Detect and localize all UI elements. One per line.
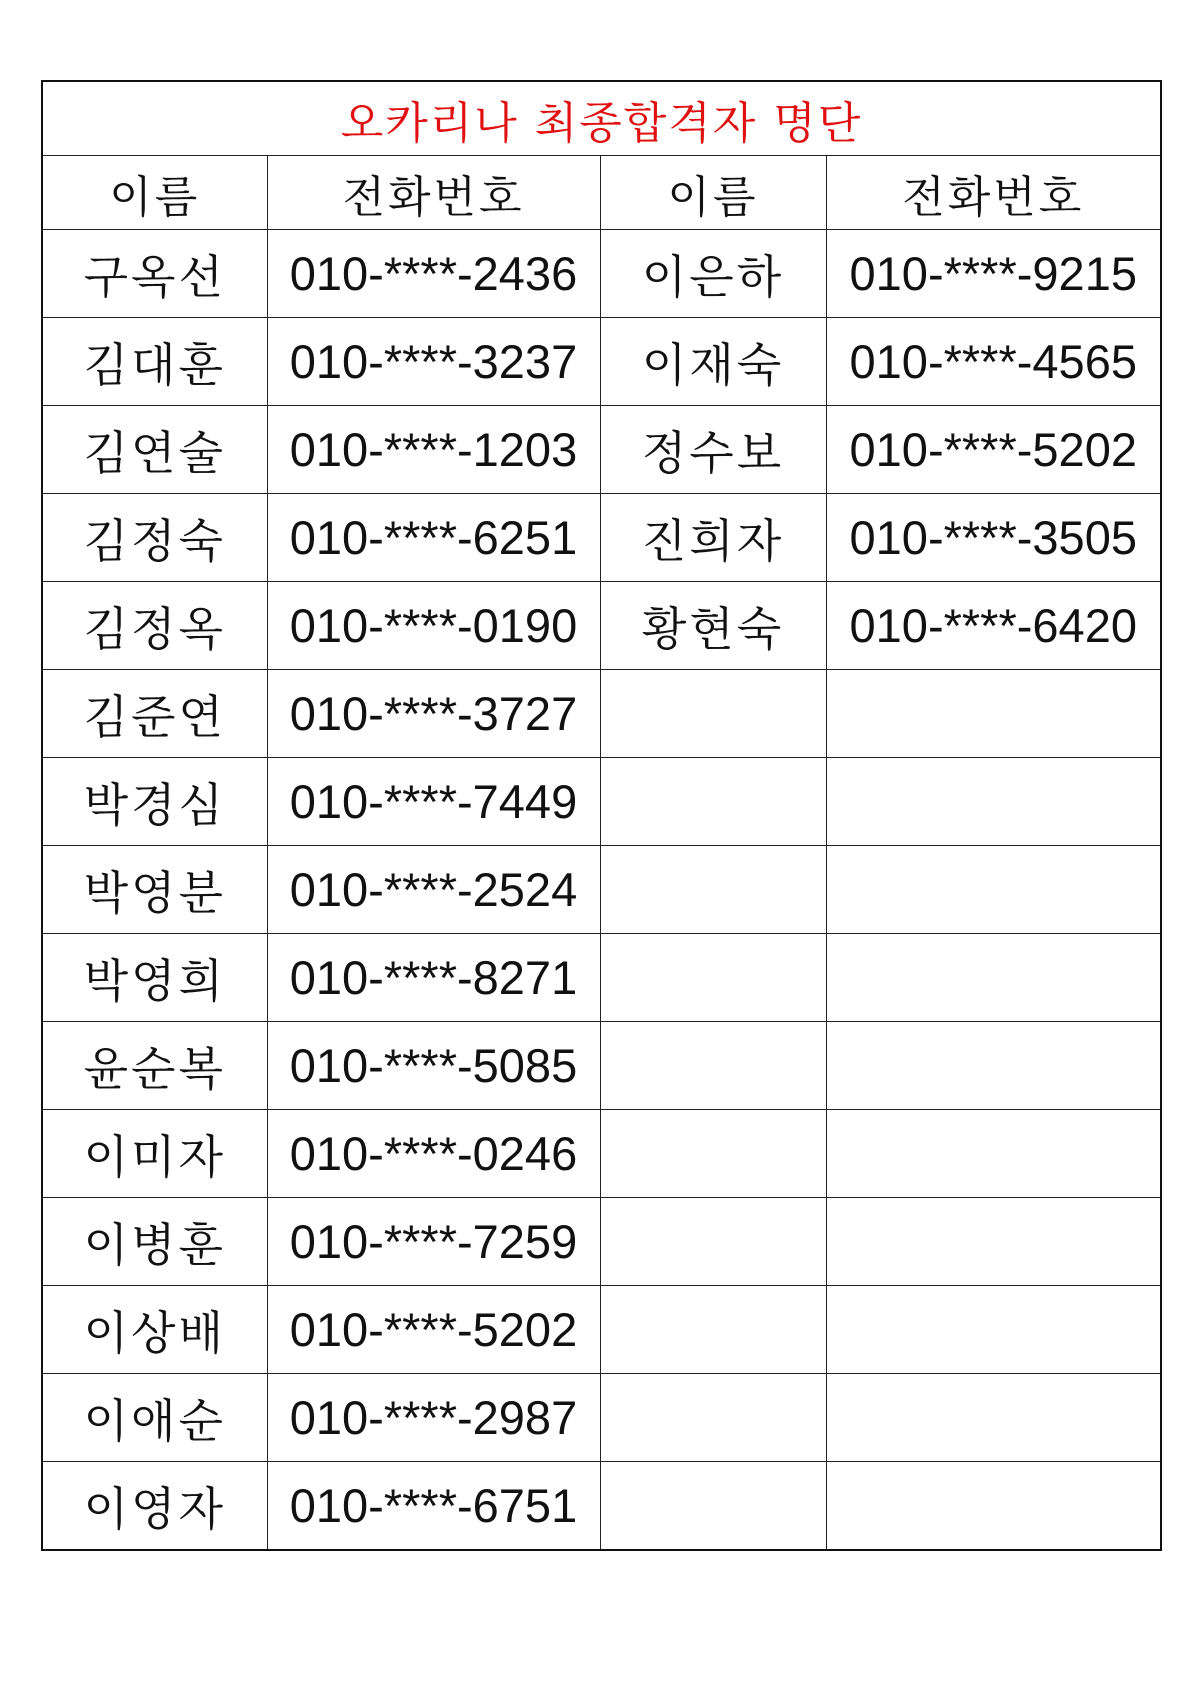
phone-cell-left: 010-****-3727	[267, 670, 600, 758]
phone-cell-left: 010-****-6251	[267, 494, 600, 582]
phone-cell-right	[826, 1286, 1161, 1374]
table-row	[42, 1286, 1161, 1374]
name-cell-left: 박경심	[42, 758, 267, 846]
name-cell-right	[600, 1198, 826, 1286]
phone-cell-left: 010-****-0190	[267, 582, 600, 670]
phone-cell-right	[826, 1374, 1161, 1462]
name-cell-right: 이재숙	[600, 318, 826, 406]
name-cell-left: 이상배	[42, 1286, 267, 1374]
name-cell-left: 구옥선	[42, 230, 267, 318]
phone-cell-left: 010-****-5202	[267, 1286, 600, 1374]
header-name-right: 이름	[600, 156, 826, 230]
table-row	[42, 318, 1161, 406]
phone-cell-left: 010-****-8271	[267, 934, 600, 1022]
phone-cell-right: 010-****-5202	[826, 406, 1161, 494]
name-cell-right: 정수보	[600, 406, 826, 494]
name-cell-left: 김준연	[42, 670, 267, 758]
table-row	[42, 406, 1161, 494]
phone-cell-right: 010-****-6420	[826, 582, 1161, 670]
page-title: 오카리나 최종합격자 명단	[42, 81, 1161, 156]
name-cell-left: 윤순복	[42, 1022, 267, 1110]
name-cell-right	[600, 846, 826, 934]
name-cell-right	[600, 1286, 826, 1374]
name-cell-right	[600, 934, 826, 1022]
phone-cell-left: 010-****-2436	[267, 230, 600, 318]
table-row	[42, 758, 1161, 846]
table-row	[42, 934, 1161, 1022]
name-cell-left: 이병훈	[42, 1198, 267, 1286]
phone-cell-right	[826, 670, 1161, 758]
phone-cell-right: 010-****-9215	[826, 230, 1161, 318]
name-cell-right: 황현숙	[600, 582, 826, 670]
name-cell-left: 김대훈	[42, 318, 267, 406]
phone-cell-right	[826, 758, 1161, 846]
phone-cell-right	[826, 1022, 1161, 1110]
name-cell-left: 이영자	[42, 1462, 267, 1551]
name-cell-right	[600, 758, 826, 846]
name-cell-left: 김정숙	[42, 494, 267, 582]
header-name-left: 이름	[42, 156, 267, 230]
table-row	[42, 1198, 1161, 1286]
phone-cell-right: 010-****-4565	[826, 318, 1161, 406]
name-cell-left: 김연술	[42, 406, 267, 494]
name-cell-left: 박영희	[42, 934, 267, 1022]
phone-cell-left: 010-****-2524	[267, 846, 600, 934]
phone-cell-left: 010-****-7449	[267, 758, 600, 846]
table-row	[42, 494, 1161, 582]
phone-cell-right	[826, 1110, 1161, 1198]
phone-cell-left: 010-****-7259	[267, 1198, 600, 1286]
name-cell-right	[600, 1110, 826, 1198]
name-cell-right	[600, 670, 826, 758]
name-cell-right: 이은하	[600, 230, 826, 318]
phone-cell-left: 010-****-0246	[267, 1110, 600, 1198]
header-phone-left: 전화번호	[267, 156, 600, 230]
phone-cell-left: 010-****-5085	[267, 1022, 600, 1110]
phone-cell-left: 010-****-2987	[267, 1374, 600, 1462]
title-row	[42, 81, 1161, 156]
name-cell-left: 박영분	[42, 846, 267, 934]
phone-cell-right	[826, 1198, 1161, 1286]
table-row	[42, 846, 1161, 934]
phone-cell-left: 010-****-1203	[267, 406, 600, 494]
header-row	[42, 156, 1161, 230]
name-cell-left: 이미자	[42, 1110, 267, 1198]
table-row	[42, 1462, 1161, 1551]
table-row	[42, 670, 1161, 758]
name-cell-right	[600, 1022, 826, 1110]
phone-cell-right: 010-****-3505	[826, 494, 1161, 582]
table-row	[42, 1022, 1161, 1110]
table-row	[42, 1374, 1161, 1462]
name-cell-left: 이애순	[42, 1374, 267, 1462]
phone-cell-right	[826, 846, 1161, 934]
phone-cell-left: 010-****-6751	[267, 1462, 600, 1551]
name-cell-right: 진희자	[600, 494, 826, 582]
phone-cell-right	[826, 1462, 1161, 1551]
phone-cell-right	[826, 934, 1161, 1022]
roster-table	[41, 80, 1162, 1551]
name-cell-left: 김정옥	[42, 582, 267, 670]
phone-cell-left: 010-****-3237	[267, 318, 600, 406]
table-row	[42, 230, 1161, 318]
name-cell-right	[600, 1374, 826, 1462]
table-row	[42, 582, 1161, 670]
header-phone-right: 전화번호	[826, 156, 1161, 230]
name-cell-right	[600, 1462, 826, 1551]
table-row	[42, 1110, 1161, 1198]
